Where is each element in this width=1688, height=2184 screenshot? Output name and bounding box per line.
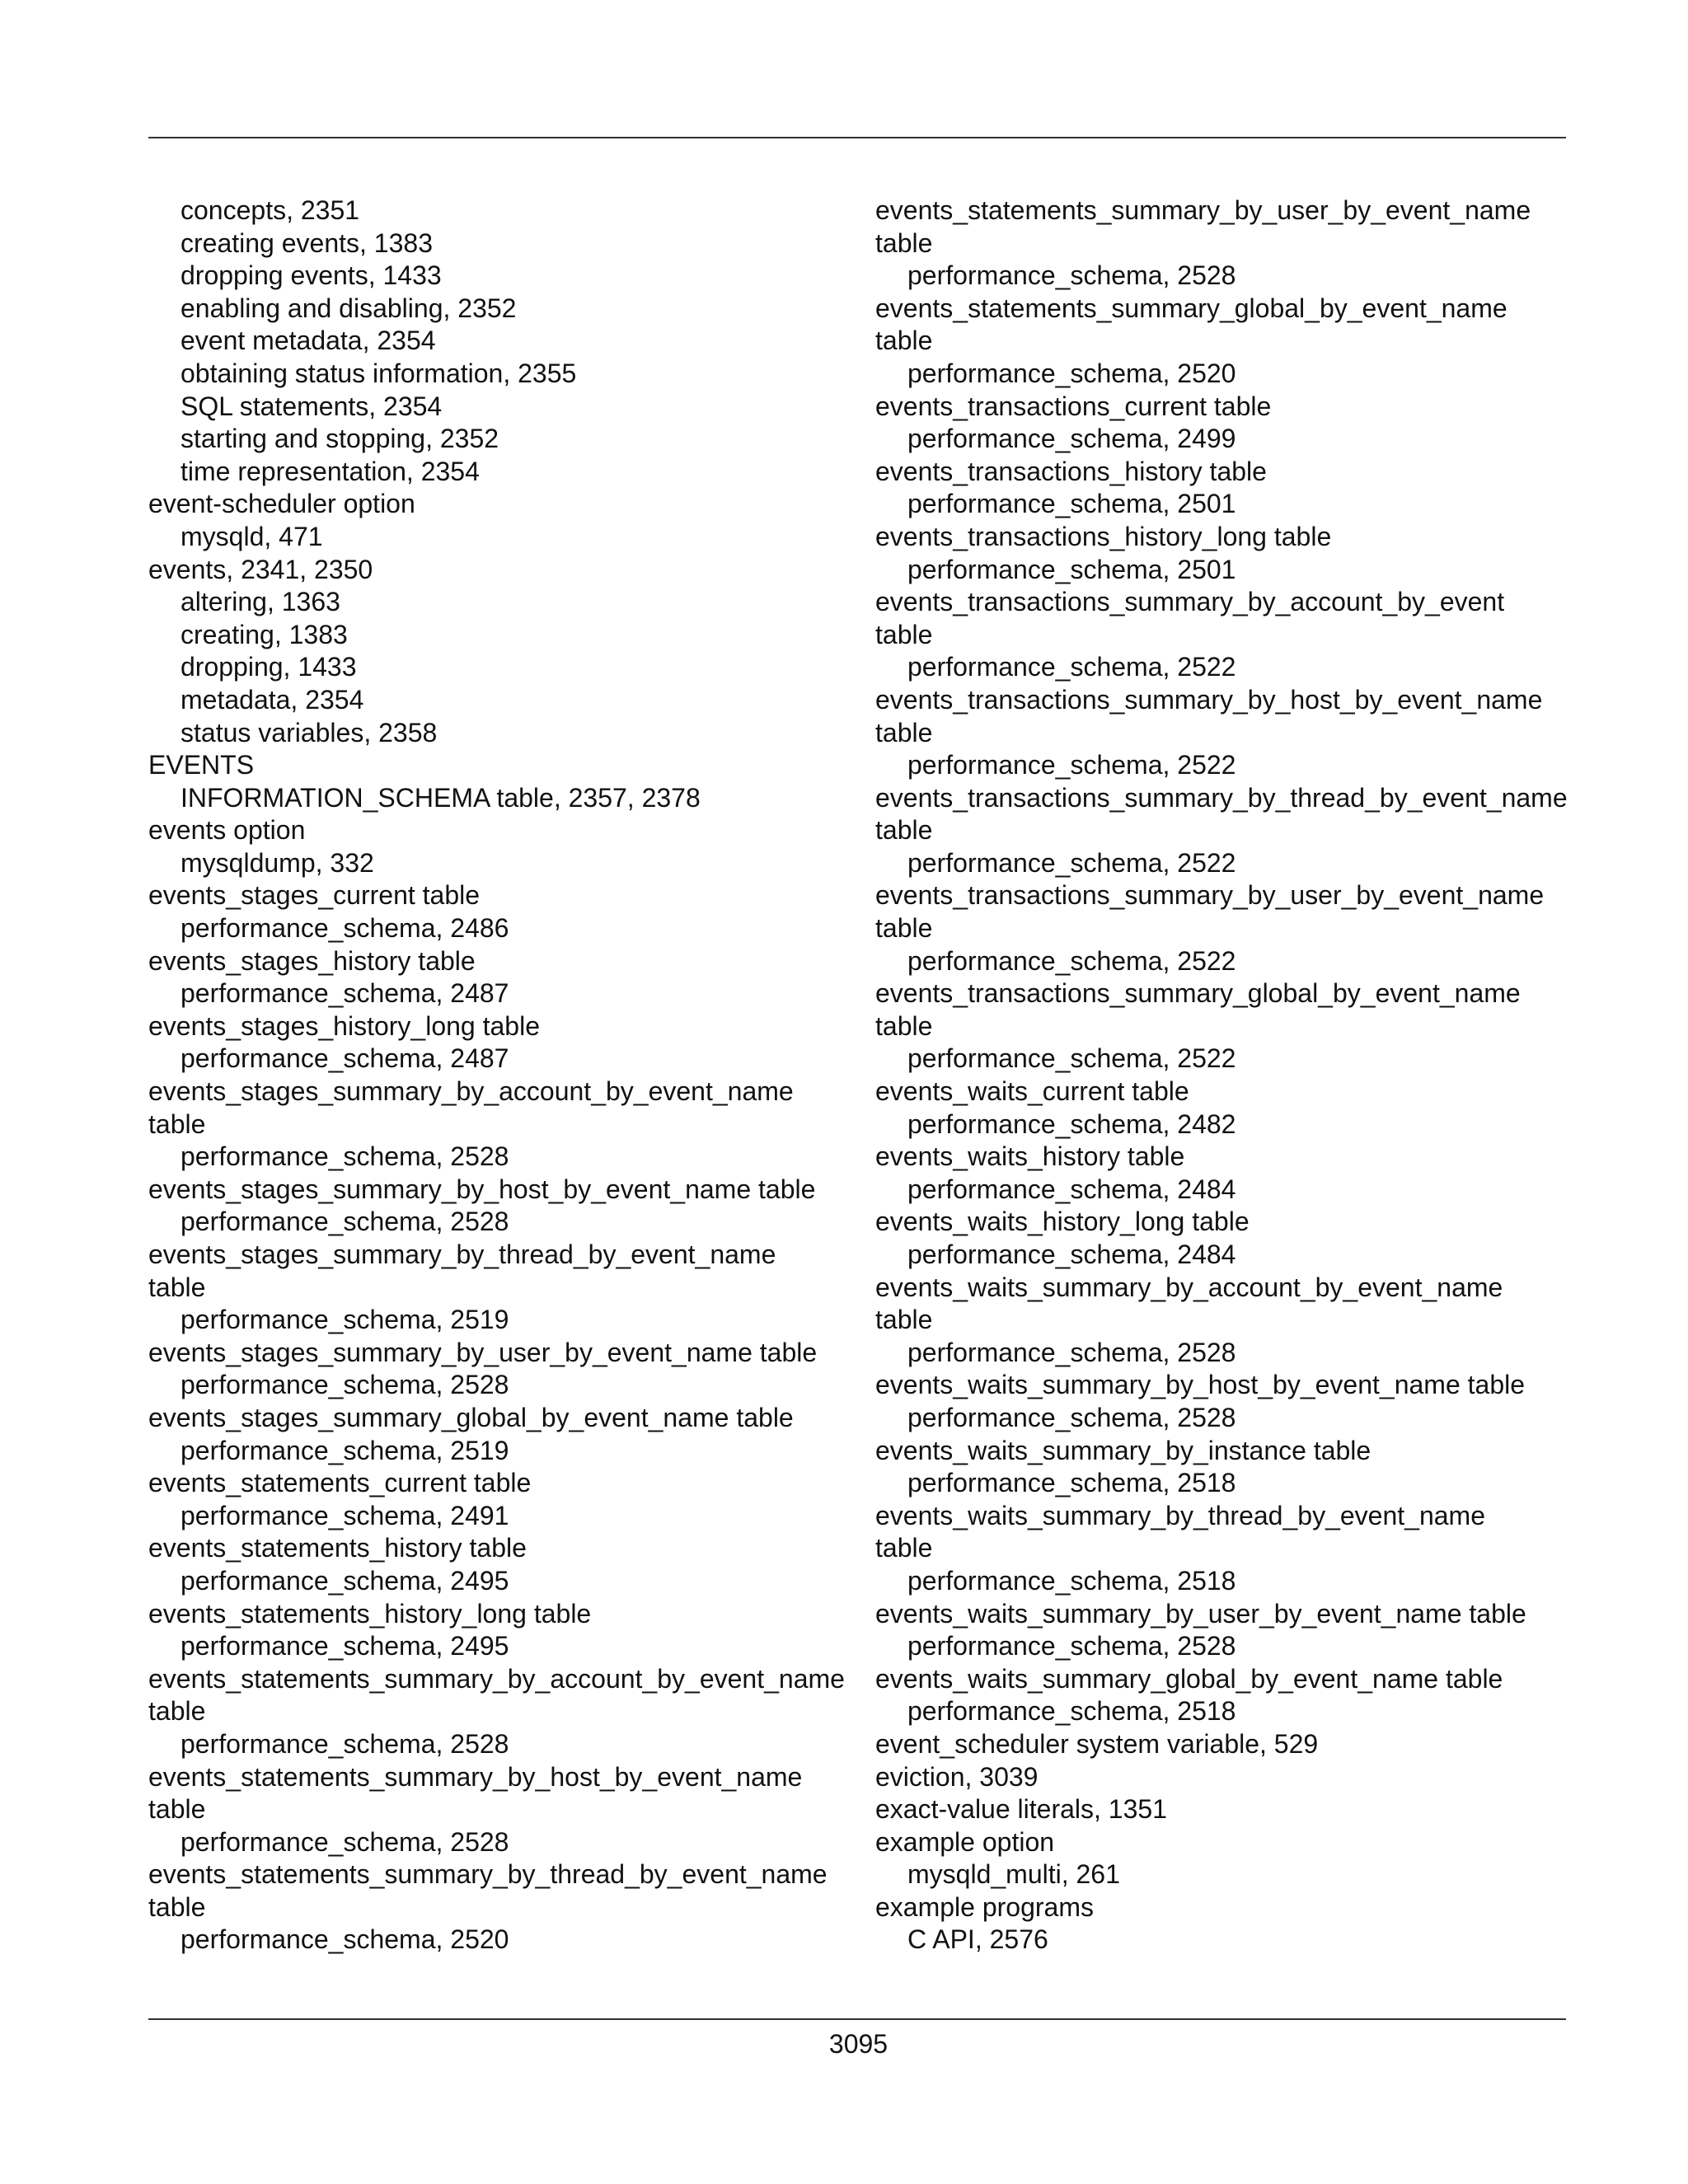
index-subentry: performance_schema, 2522 bbox=[907, 1043, 1236, 1074]
index-entry: table bbox=[148, 1108, 206, 1139]
index-subentry: event metadata, 2354 bbox=[181, 326, 436, 356]
index-entry: events_stages_summary_by_account_by_event_name bbox=[148, 1076, 794, 1107]
index-entry: events, 2341, 2350 bbox=[148, 554, 373, 584]
index-subentry: performance_schema, 2486 bbox=[181, 913, 509, 944]
index-entry: events_stages_history_long table bbox=[148, 1010, 540, 1041]
index-subentry: performance_schema, 2528 bbox=[181, 1728, 509, 1759]
index-entry: events_statements_history table bbox=[148, 1533, 527, 1563]
index-entry: table bbox=[875, 1533, 933, 1563]
index-entry: example option bbox=[875, 1826, 1055, 1857]
index-subentry: performance_schema, 2528 bbox=[907, 1402, 1236, 1432]
index-entry: events_statements_history_long table bbox=[148, 1598, 592, 1629]
index-subentry: dropping events, 1433 bbox=[181, 260, 442, 291]
index-subentry: performance_schema, 2522 bbox=[907, 750, 1236, 780]
index-subentry: obtaining status information, 2355 bbox=[181, 358, 577, 388]
index-entry: events_waits_summary_by_user_by_event_name table bbox=[875, 1598, 1526, 1629]
index-entry: events_statements_summary_by_thread_by_event_name bbox=[148, 1859, 828, 1890]
index-column-right bbox=[875, 194, 1617, 1957]
index-subentry: performance_schema, 2484 bbox=[907, 1240, 1236, 1269]
page-number: 3095 bbox=[828, 2029, 889, 2059]
index-entry: events_transactions_history_long table bbox=[875, 521, 1332, 551]
index-entry: eviction, 3039 bbox=[875, 1761, 1039, 1792]
index-entry: table bbox=[148, 1272, 206, 1302]
index-entry: example programs bbox=[875, 1891, 1094, 1922]
index-subentry: status variables, 2358 bbox=[181, 717, 438, 748]
index-subentry: altering, 1363 bbox=[181, 587, 340, 617]
index-entry: table bbox=[875, 815, 933, 846]
index-entry: events_transactions_summary_global_by_event_name bbox=[875, 978, 1521, 1009]
index-subentry: performance_schema, 2528 bbox=[907, 1631, 1236, 1661]
index-subentry: performance_schema, 2520 bbox=[181, 1924, 509, 1955]
index-subentry: performance_schema, 2491 bbox=[181, 1500, 509, 1530]
index-subentry: performance_schema, 2522 bbox=[907, 847, 1236, 878]
index-entry: events_stages_summary_by_user_by_event_name table bbox=[148, 1337, 818, 1367]
index-subentry: performance_schema, 2519 bbox=[181, 1305, 509, 1335]
index-subentry: performance_schema, 2518 bbox=[907, 1565, 1236, 1596]
index-subentry: enabling and disabling, 2352 bbox=[181, 293, 517, 323]
index-entry: events_transactions_current table bbox=[875, 391, 1272, 421]
index-entry: events_waits_summary_by_host_by_event_name table bbox=[875, 1370, 1526, 1400]
index-entry: events_stages_history table bbox=[148, 945, 476, 976]
index-entry: table bbox=[148, 1696, 206, 1727]
index-subentry: starting and stopping, 2352 bbox=[181, 424, 499, 454]
index-subentry: performance_schema, 2528 bbox=[907, 260, 1236, 291]
index-subentry: performance_schema, 2499 bbox=[907, 424, 1236, 454]
index-subentry: dropping, 1433 bbox=[181, 652, 357, 682]
index-entry: events_statements_summary_by_user_by_event_name bbox=[875, 195, 1531, 225]
index-entry: events_transactions_summary_by_account_by_event bbox=[875, 587, 1505, 617]
index-column-left bbox=[148, 194, 890, 1957]
index-entry: table bbox=[148, 1891, 206, 1922]
index-subentry: performance_schema, 2519 bbox=[181, 1435, 509, 1465]
index-entry: exact-value literals, 1351 bbox=[875, 1794, 1167, 1825]
index-subentry: mysqld_multi, 261 bbox=[907, 1859, 1120, 1890]
index-subentry: performance_schema, 2522 bbox=[907, 945, 1236, 976]
index-subentry: performance_schema, 2495 bbox=[181, 1631, 509, 1661]
index-entry: events_waits_current table bbox=[875, 1076, 1189, 1107]
index-subentry: SQL statements, 2354 bbox=[181, 391, 443, 421]
index-entry: table bbox=[875, 717, 933, 748]
index-entry: events_waits_summary_by_instance table bbox=[875, 1435, 1372, 1465]
index-entry: events_waits_summary_global_by_event_name table bbox=[875, 1663, 1503, 1694]
index-subentry: mysqldump, 332 bbox=[181, 847, 374, 878]
index-subentry: performance_schema, 2518 bbox=[907, 1696, 1236, 1727]
index-subentry: performance_schema, 2501 bbox=[907, 554, 1236, 584]
index-subentry: performance_schema, 2487 bbox=[181, 1043, 509, 1074]
index-entry: events_statements_current table bbox=[148, 1468, 532, 1498]
index-subentry: performance_schema, 2528 bbox=[181, 1826, 509, 1857]
index-subentry: creating, 1383 bbox=[181, 619, 348, 649]
index-entry: events option bbox=[148, 815, 306, 846]
index-entry: events_statements_summary_by_host_by_event_name bbox=[148, 1761, 803, 1792]
index-entry: table bbox=[875, 326, 933, 356]
index-subentry: time representation, 2354 bbox=[181, 456, 480, 486]
index-entry: events_stages_summary_by_host_by_event_name table bbox=[148, 1174, 816, 1204]
index-entry: events_waits_history_long table bbox=[875, 1207, 1250, 1237]
footer-rule bbox=[148, 2018, 1566, 2020]
index-subentry: metadata, 2354 bbox=[181, 684, 364, 715]
index-entry: events_waits_summary_by_thread_by_event_name bbox=[875, 1500, 1485, 1530]
index-entry: events_stages_summary_by_thread_by_event_name bbox=[148, 1240, 776, 1269]
index-entry: events_waits_summary_by_account_by_event_name bbox=[875, 1272, 1503, 1302]
index-entry: table bbox=[148, 1794, 206, 1825]
index-subentry: creating events, 1383 bbox=[181, 227, 433, 258]
index-entry: EVENTS bbox=[148, 750, 255, 780]
index-subentry: performance_schema, 2528 bbox=[181, 1370, 509, 1400]
index-entry: event_scheduler system variable, 529 bbox=[875, 1728, 1319, 1759]
index-entry: events_statements_summary_global_by_event_name bbox=[875, 293, 1507, 323]
index-subentry: INFORMATION_SCHEMA table, 2357, 2378 bbox=[181, 782, 701, 813]
index-entry: table bbox=[875, 1305, 933, 1335]
index-entry: events_stages_current table bbox=[148, 880, 481, 911]
index-entry: event-scheduler option bbox=[148, 489, 415, 519]
index-entry: table bbox=[875, 619, 933, 649]
index-subentry: concepts, 2351 bbox=[181, 195, 360, 225]
index-subentry: performance_schema, 2528 bbox=[181, 1141, 509, 1172]
index-subentry: mysqld, 471 bbox=[181, 521, 323, 551]
index-entry: table bbox=[875, 227, 933, 258]
index-subentry: performance_schema, 2484 bbox=[907, 1174, 1236, 1204]
index-entry: events_transactions_history table bbox=[875, 456, 1267, 486]
index-entry: events_statements_summary_by_account_by_event_name bbox=[148, 1663, 845, 1694]
index-entry: table bbox=[875, 1010, 933, 1041]
index-entry: events_waits_history table bbox=[875, 1141, 1185, 1172]
index-subentry: performance_schema, 2482 bbox=[907, 1108, 1236, 1139]
index-subentry: performance_schema, 2501 bbox=[907, 489, 1236, 519]
index-entry: events_transactions_summary_by_host_by_event_name bbox=[875, 684, 1543, 715]
index-entry: table bbox=[875, 913, 933, 944]
index-subentry: performance_schema, 2520 bbox=[907, 358, 1236, 388]
header-rule bbox=[148, 137, 1566, 138]
index-subentry: performance_schema, 2522 bbox=[907, 652, 1236, 682]
index-subentry: performance_schema, 2495 bbox=[181, 1565, 509, 1596]
index-subentry: performance_schema, 2528 bbox=[907, 1337, 1236, 1367]
index-entry: events_transactions_summary_by_user_by_event_name bbox=[875, 880, 1545, 911]
index-subentry: performance_schema, 2487 bbox=[181, 978, 509, 1009]
index-subentry: C API, 2576 bbox=[907, 1924, 1048, 1955]
index-entry: events_transactions_summary_by_thread_by_event_name bbox=[875, 782, 1568, 813]
index-subentry: performance_schema, 2518 bbox=[907, 1468, 1236, 1498]
index-entry: events_stages_summary_global_by_event_name table bbox=[148, 1402, 794, 1432]
index-subentry: performance_schema, 2528 bbox=[181, 1207, 509, 1237]
